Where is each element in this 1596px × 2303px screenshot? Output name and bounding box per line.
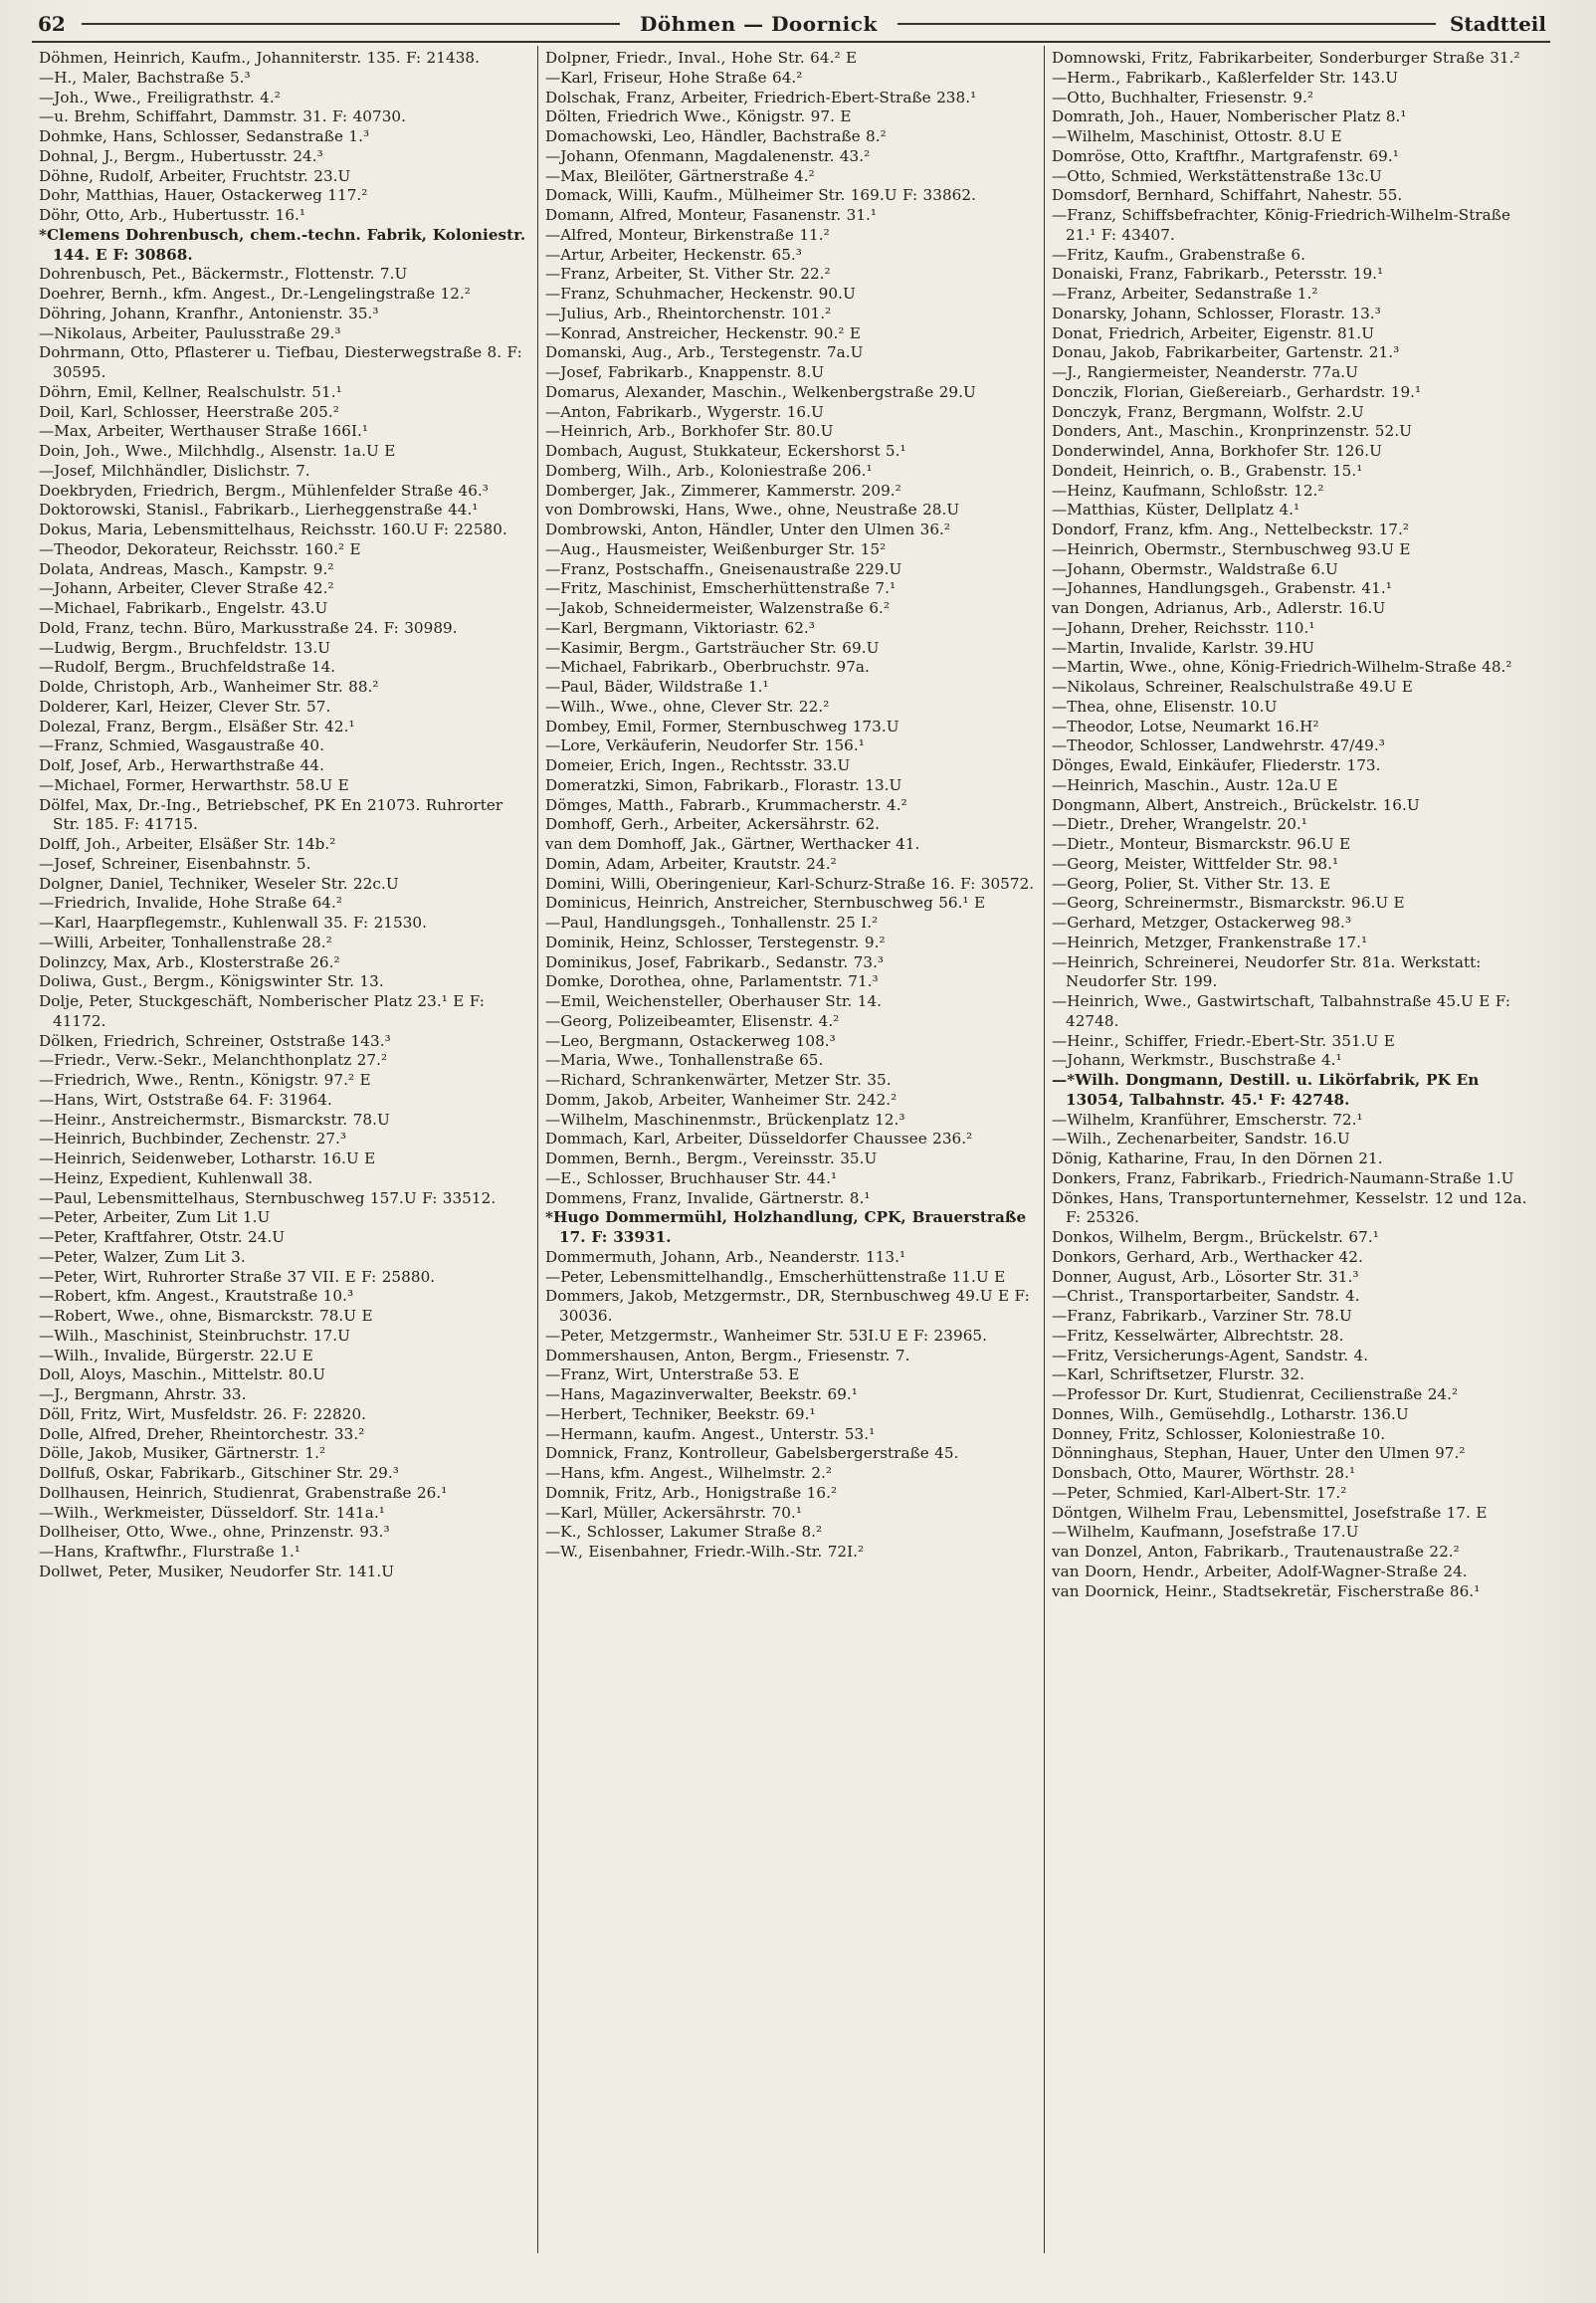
directory-entry: —Karl, Bergmann, Viktoriastr. 62.³ — [545, 618, 815, 637]
directory-entry: Dölfel, Max, Dr.-Ing., Betriebschef, PK En 21073. Ruhrorter Str. 185. F: 41715. — [39, 795, 503, 834]
directory-entry: Dold, Franz, techn. Büro, Markusstraße 24. F: 30989. — [39, 618, 458, 637]
directory-entry: —Peter, Lebensmittelhandlg., Emscherhüttenstraße 11.U E — [545, 1267, 1006, 1286]
directory-entry: Dolff, Joh., Arbeiter, Elsäßer Str. 14b.² — [39, 835, 336, 853]
directory-entry: —Heinr., Schiffer, Friedr.-Ebert-Str. 351.U E — [1052, 1031, 1395, 1050]
directory-entry: Dolde, Christoph, Arb., Wanheimer Str. 88.² — [39, 678, 379, 696]
directory-entry: Döhring, Johann, Kranfhr., Antonienstr. 35.³ — [39, 304, 379, 322]
directory-entry: —Josef, Schreiner, Eisenbahnstr. 5. — [39, 854, 311, 873]
directory-entry: —J., Bergmann, Ahrstr. 33. — [39, 1385, 247, 1403]
directory-entry: *Clemens Dohrenbusch, chem.-techn. Fabrik, Koloniestr. 144. E F: 30868. — [39, 225, 526, 264]
directory-entry: —Wilh., Werkmeister, Düsseldorf. Str. 141a.¹ — [39, 1503, 385, 1522]
directory-entry: Domachowski, Leo, Händler, Bachstraße 8.² — [545, 127, 887, 145]
directory-entry: —Fritz, Versicherungs-Agent, Sandstr. 4. — [1052, 1346, 1369, 1364]
directory-entry: Donczik, Florian, Gießereiarb., Gerhardstr. 19.¹ — [1052, 382, 1422, 401]
directory-entry: Domke, Dorothea, ohne, Parlamentstr. 71.³ — [545, 972, 879, 991]
directory-entry: Dondorf, Franz, kfm. Ang., Nettelbeckstr. 17.² — [1052, 521, 1410, 538]
directory-entry: Dommach, Karl, Arbeiter, Düsseldorfer Chaussee 236.² — [545, 1130, 973, 1149]
directory-entry: —Johann, Ofenmann, Magdalenenstr. 43.² — [545, 146, 871, 165]
column-1 — [32, 46, 537, 2253]
directory-entry: Donkers, Franz, Fabrikarb., Friedrich-Naumann-Straße 1.U — [1052, 1168, 1514, 1187]
directory-entry: —Heinrich, Obermstr., Sternbuschweg 93.U E — [1052, 539, 1411, 558]
directory-entry: Doin, Joh., Wwe., Milchhdlg., Alsenstr. 1a.U E — [39, 442, 396, 460]
directory-entry: Dominikus, Josef, Fabrikarb., Sedanstr. 73.³ — [545, 952, 885, 971]
directory-entry: Dombach, August, Stukkateur, Eckershorst 5.¹ — [545, 442, 906, 460]
directory-entry: —Emil, Weichensteller, Oberhauser Str. 14. — [545, 992, 883, 1010]
directory-entry: Domrath, Joh., Hauer, Nomberischer Platz 8.¹ — [1052, 107, 1407, 126]
directory-entry: Dönkes, Hans, Transportunternehmer, Kesselstr. 12 und 12a. F: 25326. — [1052, 1188, 1527, 1227]
directory-entry: —Fritz, Kesselwärter, Albrechtstr. 28. — [1052, 1326, 1344, 1345]
directory-entry: —Michael, Fabrikarb., Engelstr. 43.U — [39, 599, 328, 617]
directory-entry: —Hans, Wirt, Oststraße 64. F: 31964. — [39, 1090, 332, 1109]
directory-entry: —Konrad, Anstreicher, Heckenstr. 90.² E — [545, 323, 861, 342]
directory-entry: van Doornick, Heinr., Stadtsekretär, Fischerstraße 86.¹ — [1052, 1581, 1481, 1600]
directory-entry: —Theodor, Lotse, Neumarkt 16.H² — [1052, 717, 1319, 735]
directory-entry: —Nikolaus, Schreiner, Realschulstraße 49.U E — [1052, 678, 1413, 696]
directory-entry: Dohr, Matthias, Hauer, Ostackerweg 117.² — [39, 186, 368, 205]
directory-entry: —Peter, Metzgermstr., Wanheimer Str. 53I.U E F: 23965. — [545, 1326, 987, 1345]
directory-entry: —Wilh., Maschinist, Steinbruchstr. 17.U — [39, 1326, 350, 1345]
directory-entry: —Georg, Meister, Wittfelder Str. 98.¹ — [1052, 854, 1339, 873]
directory-entry: —Matthias, Küster, Dellplatz 4.¹ — [1052, 501, 1300, 520]
directory-entry: Doktorowski, Stanisl., Fabrikarb., Lierheggenstraße 44.¹ — [39, 501, 479, 520]
directory-entry: —Hermann, kaufm. Angest., Unterstr. 53.¹ — [545, 1424, 876, 1443]
directory-entry: Donderwindel, Anna, Borkhofer Str. 126.U — [1052, 442, 1382, 460]
directory-entry: Döhne, Rudolf, Arbeiter, Fruchtstr. 23.U — [39, 166, 351, 185]
directory-entry: Donner, August, Arb., Lösorter Str. 31.³ — [1052, 1267, 1359, 1286]
directory-entry: Dominicus, Heinrich, Anstreicher, Sternbuschweg 56.¹ E — [545, 894, 986, 913]
directory-entry: Dollwet, Peter, Musiker, Neudorfer Str. 141.U — [39, 1562, 395, 1580]
directory-entry: Donnes, Wilh., Gemüsehdlg., Lotharstr. 136.U — [1052, 1404, 1409, 1423]
directory-entry: Dominik, Heinz, Schlosser, Terstegenstr. 9.² — [545, 933, 886, 951]
directory-entry: —Herbert, Techniker, Beekstr. 69.¹ — [545, 1404, 816, 1423]
directory-entry: —Franz, Wirt, Unterstraße 53. E — [545, 1365, 800, 1384]
directory-entry: —Paul, Lebensmittelhaus, Sternbuschweg 157.U F: 33512. — [39, 1188, 497, 1207]
directory-entry: Domsdorf, Bernhard, Schiffahrt, Nahestr. 55. — [1052, 186, 1403, 205]
directory-entry: —Alfred, Monteur, Birkenstraße 11.² — [545, 225, 830, 244]
directory-entry: —Wilhelm, Kaufmann, Josefstraße 17.U — [1052, 1523, 1359, 1542]
directory-entry: —Josef, Milchhändler, Dislichstr. 7. — [39, 461, 310, 480]
directory-entry: —Julius, Arb., Rheintorchenstr. 101.² — [545, 304, 832, 322]
directory-entry: —Heinr., Anstreichermstr., Bismarckstr. 78.U — [39, 1110, 390, 1129]
page-header — [32, 12, 1550, 43]
directory-entry: —Martin, Invalide, Karlstr. 39.HU — [1052, 638, 1314, 657]
directory-entry: —Joh., Wwe., Freiligrathstr. 4.² — [39, 88, 281, 106]
directory-entry: —Wilhelm, Maschinenmstr., Brückenplatz 12.³ — [545, 1110, 905, 1129]
directory-entry: —Johann, Werkmstr., Buschstraße 4.¹ — [1052, 1051, 1342, 1070]
directory-entry: Doekbryden, Friedrich, Bergm., Mühlenfelder Straße 46.³ — [39, 481, 489, 500]
directory-entry: —Gerhard, Metzger, Ostackerweg 98.³ — [1052, 914, 1352, 932]
directory-entry: Domack, Willi, Kaufm., Mülheimer Str. 169.U F: 33862. — [545, 186, 976, 205]
page-title: Döhmen — Doornick — [640, 12, 878, 36]
directory-entry: —Friedr., Verw.-Sekr., Melanchthonplatz 27.² — [39, 1051, 388, 1070]
directory-entry: —Fritz, Maschinist, Emscherhüttenstraße 7.¹ — [545, 579, 897, 598]
directory-entry: Donkos, Wilhelm, Bergm., Brückelstr. 67.¹ — [1052, 1228, 1379, 1246]
directory-entry: —Hans, Magazinverwalter, Beekstr. 69.¹ — [545, 1385, 858, 1403]
directory-entry: Dokus, Maria, Lebensmittelhaus, Reichsstr. 160.U F: 22580. — [39, 521, 507, 538]
directory-entry: Donaiski, Franz, Fabrikarb., Petersstr. 19.¹ — [1052, 265, 1384, 284]
directory-entry: —Robert, kfm. Angest., Krautstraße 10.³ — [39, 1287, 354, 1306]
directory-entry: Domeier, Erich, Ingen., Rechtsstr. 33.U — [545, 756, 851, 774]
directory-entry: Dongmann, Albert, Anstreich., Brückelstr. 16.U — [1052, 795, 1420, 814]
directory-entry: —Dietr., Monteur, Bismarckstr. 96.U E — [1052, 835, 1351, 853]
directory-entry: Dolschak, Franz, Arbeiter, Friedrich-Ebert-Straße 238.¹ — [545, 88, 977, 106]
column-2 — [537, 46, 1044, 2253]
directory-entry: Doil, Karl, Schlosser, Heerstraße 205.² — [39, 402, 339, 421]
directory-entry: —Max, Arbeiter, Werthauser Straße 166I.¹ — [39, 422, 369, 441]
directory-entry: Döhmen, Heinrich, Kaufm., Johanniterstr. 135. F: 21438. — [39, 49, 481, 67]
directory-entry: —Lore, Verkäuferin, Neudorfer Str. 156.¹ — [545, 736, 865, 755]
directory-entry: —Kasimir, Bergm., Gartsträucher Str. 69.U — [545, 638, 880, 657]
directory-entry: —K., Schlosser, Lakumer Straße 8.² — [545, 1523, 823, 1542]
directory-entry: —Friedrich, Wwe., Rentn., Königstr. 97.² E — [39, 1071, 371, 1089]
directory-entry: Doll, Aloys, Maschin., Mittelstr. 80.U — [39, 1365, 325, 1384]
directory-entry: —Franz, Arbeiter, St. Vither Str. 22.² — [545, 265, 831, 284]
directory-entry: —Theodor, Schlosser, Landwehrstr. 47/49.³ — [1052, 736, 1385, 755]
directory-entry: —Wilh., Zechenarbeiter, Sandstr. 16.U — [1052, 1130, 1350, 1149]
directory-entry: —u. Brehm, Schiffahrt, Dammstr. 31. F: 40730. — [39, 107, 407, 126]
directory-entry: —Paul, Bäder, Wildstraße 1.¹ — [545, 678, 769, 696]
directory-entry: —Dietr., Dreher, Wrangelstr. 20.¹ — [1052, 815, 1307, 834]
directory-entry: Donney, Fritz, Schlosser, Koloniestraße 10. — [1052, 1424, 1386, 1443]
directory-entry: —Franz, Schiffsbefrachter, König-Friedrich-Wilhelm-Straße 21.¹ F: 43407. — [1052, 206, 1510, 244]
directory-entry: Dolle, Alfred, Dreher, Rheintorchestr. 33.² — [39, 1424, 365, 1443]
directory-entry: —Wilhelm, Maschinist, Ottostr. 8.U E — [1052, 127, 1342, 145]
directory-entry: Dolderer, Karl, Heizer, Clever Str. 57. — [39, 697, 331, 716]
directory-entry: —Max, Bleilöter, Gärtnerstraße 4.² — [545, 166, 815, 185]
directory-entry: —W., Eisenbahner, Friedr.-Wilh.-Str. 72I.² — [545, 1543, 865, 1561]
directory-entry: —Theodor, Dekorateur, Reichsstr. 160.² E — [39, 539, 361, 558]
directory-entry: Dommen, Bernh., Bergm., Vereinsstr. 35.U — [545, 1150, 878, 1167]
directory-entry: —Johann, Dreher, Reichsstr. 110.¹ — [1052, 618, 1315, 637]
directory-entry: —Franz, Fabrikarb., Varziner Str. 78.U — [1052, 1307, 1352, 1325]
directory-entry: Domberger, Jak., Zimmerer, Kammerstr. 209.² — [545, 481, 901, 500]
directory-entry: —Georg, Polizeibeamter, Elisenstr. 4.² — [545, 1011, 840, 1030]
directory-entry: Dohmke, Hans, Schlosser, Sedanstraße 1.³ — [39, 127, 370, 145]
directory-entry: —Wilh., Invalide, Bürgerstr. 22.U E — [39, 1346, 313, 1364]
directory-entry: —Franz, Arbeiter, Sedanstraße 1.² — [1052, 285, 1318, 303]
directory-entry: Domann, Alfred, Monteur, Fasanenstr. 31.¹ — [545, 206, 878, 224]
directory-entry: —Rudolf, Bergm., Bruchfeldstraße 14. — [39, 658, 336, 677]
directory-entry: —Aug., Hausmeister, Weißenburger Str. 15² — [545, 539, 887, 558]
directory-entry: —J., Rangiermeister, Neanderstr. 77a.U — [1052, 363, 1359, 381]
directory-entry: —Johann, Obermstr., Waldstraße 6.U — [1052, 559, 1338, 578]
directory-entry: Domanski, Aug., Arb., Terstegenstr. 7a.U — [545, 343, 864, 362]
directory-entry: van Donzel, Anton, Fabrikarb., Trautenaustraße 22.² — [1052, 1543, 1460, 1561]
directory-entry: —Heinz, Expedient, Kuhlenwall 38. — [39, 1168, 313, 1187]
directory-entry: —Artur, Arbeiter, Heckenstr. 65.³ — [545, 245, 802, 264]
directory-entry: —Heinrich, Seidenweber, Lotharstr. 16.U E — [39, 1150, 376, 1167]
directory-entry: Domini, Willi, Oberingenieur, Karl-Schurz-Straße 16. F: 30572. — [545, 874, 1035, 893]
directory-entry: —Otto, Schmied, Werkstättenstraße 13c.U — [1052, 166, 1382, 185]
directory-entry: —Georg, Polier, St. Vither Str. 13. E — [1052, 874, 1331, 893]
directory-entry: Dölten, Friedrich Wwe., Königstr. 97. E — [545, 107, 852, 126]
directory-entry: Domnowski, Fritz, Fabrikarbeiter, Sonderburger Straße 31.² — [1052, 49, 1520, 67]
header-rule-right — [898, 23, 1436, 25]
columns-container — [32, 46, 1550, 2253]
directory-entry: —Friedrich, Invalide, Hohe Straße 64.² — [39, 894, 343, 913]
directory-entry: —Franz, Postschaffn., Gneisenaustraße 229.U — [545, 559, 902, 578]
directory-entry: —Heinrich, Schreinerei, Neudorfer Str. 81a. Werkstatt: Neudorfer Str. 199. — [1052, 952, 1482, 991]
directory-entry: —Heinrich, Maschin., Austr. 12a.U E — [1052, 775, 1338, 794]
directory-entry: Dommers, Jakob, Metzgermstr., DR, Sternbuschweg 49.U E F: 30036. — [545, 1287, 1030, 1325]
directory-entry: Dombrowski, Anton, Händler, Unter den Ulmen 36.² — [545, 521, 951, 538]
directory-entry: Dolgner, Daniel, Techniker, Weseler Str. 22c.U — [39, 874, 399, 893]
directory-entry: —Johannes, Handlungsgeh., Grabenstr. 41.¹ — [1052, 579, 1392, 598]
directory-entry: —Franz, Schuhmacher, Heckenstr. 90.U — [545, 285, 856, 303]
directory-entry: Domarus, Alexander, Maschin., Welkenbergstraße 29.U — [545, 382, 976, 401]
directory-entry: —Anton, Fabrikarb., Wygerstr. 16.U — [545, 402, 824, 421]
directory-entry: Döll, Fritz, Wirt, Musfeldstr. 26. F: 22820. — [39, 1404, 367, 1423]
directory-entry: —Thea, ohne, Elisenstr. 10.U — [1052, 697, 1278, 716]
directory-entry: —Heinrich, Wwe., Gastwirtschaft, Talbahnstraße 45.U E F: 42748. — [1052, 992, 1511, 1030]
directory-entry: Domberg, Wilh., Arb., Koloniestraße 206.¹ — [545, 461, 873, 480]
directory-entry: —Karl, Friseur, Hohe Straße 64.² — [545, 68, 803, 87]
directory-entry: —Peter, Walzer, Zum Lit 3. — [39, 1247, 246, 1266]
directory-entry: Dollhausen, Heinrich, Studienrat, Grabenstraße 26.¹ — [39, 1483, 448, 1502]
directory-entry: —*Wilh. Dongmann, Destill. u. Likörfabrik, PK En 13054, Talbahnstr. 45.¹ F: 42748. — [1052, 1071, 1480, 1109]
directory-entry: Dolpner, Friedr., Inval., Hohe Str. 64.² E — [545, 49, 858, 67]
directory-entry: van Dongen, Adrianus, Arb., Adlerstr. 16.U — [1052, 599, 1386, 617]
directory-entry: —Peter, Arbeiter, Zum Lit 1.U — [39, 1208, 271, 1227]
directory-entry: Döntgen, Wilhelm Frau, Lebensmittel, Josefstraße 17. E — [1052, 1503, 1488, 1522]
directory-entry: Domhoff, Gerh., Arbeiter, Ackersährstr. 62. — [545, 815, 881, 834]
directory-entry: Dombey, Emil, Former, Sternbuschweg 173.U — [545, 717, 899, 735]
directory-entry: Dölle, Jakob, Musiker, Gärtnerstr. 1.² — [39, 1444, 326, 1463]
directory-entry: —Hans, kfm. Angest., Wilhelmstr. 2.² — [545, 1464, 833, 1482]
directory-entry: —Georg, Schreinermstr., Bismarckstr. 96.U E — [1052, 894, 1405, 913]
directory-entry: —Leo, Bergmann, Ostackerweg 108.³ — [545, 1031, 836, 1050]
directory-entry: —Wilhelm, Kranführer, Emscherstr. 72.¹ — [1052, 1110, 1363, 1129]
directory-entry: —Heinrich, Metzger, Frankenstraße 17.¹ — [1052, 933, 1368, 951]
directory-entry: Dönig, Katharine, Frau, In den Dörnen 21. — [1052, 1150, 1383, 1167]
directory-entry: Dollfuß, Oskar, Fabrikarb., Gitschiner Str. 29.³ — [39, 1464, 399, 1482]
directory-entry: Döhrn, Emil, Kellner, Realschulstr. 51.¹ — [39, 382, 342, 401]
directory-entry: Dollheiser, Otto, Wwe., ohne, Prinzenstr. 93.³ — [39, 1523, 390, 1542]
directory-entry: Donsbach, Otto, Maurer, Wörthstr. 28.¹ — [1052, 1464, 1356, 1482]
directory-entry: —Robert, Wwe., ohne, Bismarckstr. 78.U E — [39, 1307, 373, 1325]
directory-entry: Dönges, Ewald, Einkäufer, Fliederstr. 173. — [1052, 756, 1381, 774]
directory-entry: —Heinrich, Buchbinder, Zechenstr. 27.³ — [39, 1130, 347, 1149]
directory-entry: Dolata, Andreas, Masch., Kampstr. 9.² — [39, 559, 334, 578]
directory-entry: Döhr, Otto, Arb., Hubertusstr. 16.¹ — [39, 206, 306, 224]
directory-entry: Donau, Jakob, Fabrikarbeiter, Gartenstr. 21.³ — [1052, 343, 1400, 362]
directory-entry: —Michael, Fabrikarb., Oberbruchstr. 97a. — [545, 658, 870, 677]
directory-entry: —Heinrich, Arb., Borkhofer Str. 80.U — [545, 422, 834, 441]
directory-entry: —E., Schlosser, Bruchhauser Str. 44.¹ — [545, 1168, 838, 1187]
directory-entry: Dölken, Friedrich, Schreiner, Oststraße 143.³ — [39, 1031, 391, 1050]
directory-entry: —Fritz, Kaufm., Grabenstraße 6. — [1052, 245, 1305, 264]
directory-entry: Donarsky, Johann, Schlosser, Florastr. 13.³ — [1052, 304, 1381, 322]
directory-entry: Dommershausen, Anton, Bergm., Friesenstr. 7. — [545, 1346, 910, 1364]
page-number: 62 — [38, 12, 66, 36]
header-rule-left — [82, 23, 620, 25]
directory-entry: Dondeit, Heinrich, o. B., Grabenstr. 15.¹ — [1052, 461, 1363, 480]
directory-entry: Dohrenbusch, Pet., Bäckermstr., Flottenstr. 7.U — [39, 265, 408, 284]
directory-entry: Domm, Jakob, Arbeiter, Wanheimer Str. 242.² — [545, 1090, 898, 1109]
directory-entry: —Michael, Former, Herwarthstr. 58.U E — [39, 775, 349, 794]
directory-entry: —Christ., Transportarbeiter, Sandstr. 4. — [1052, 1287, 1360, 1306]
directory-entry: *Hugo Dommermühl, Holzhandlung, CPK, Brauerstraße 17. F: 33931. — [545, 1208, 1027, 1246]
directory-entry: —Peter, Wirt, Ruhrorter Straße 37 VII. E F: 25880. — [39, 1267, 436, 1286]
directory-entry: Dömges, Matth., Fabrarb., Krummacherstr. 4.² — [545, 795, 907, 814]
directory-entry: —Nikolaus, Arbeiter, Paulusstraße 29.³ — [39, 323, 341, 342]
directory-entry: —Paul, Handlungsgeh., Tonhallenstr. 25 I.² — [545, 914, 879, 932]
directory-entry: Donczyk, Franz, Bergmann, Wolfstr. 2.U — [1052, 402, 1364, 421]
directory-entry: —Richard, Schrankenwärter, Metzer Str. 35. — [545, 1071, 892, 1089]
directory-entry: Domeratzki, Simon, Fabrikarb., Florastr. 13.U — [545, 775, 902, 794]
directory-entry: Dolinzcy, Max, Arb., Klosterstraße 26.² — [39, 952, 340, 971]
directory-entry: —Peter, Kraftfahrer, Otstr. 24.U — [39, 1228, 286, 1246]
directory-entry: Dolezal, Franz, Bergm., Elsäßer Str. 42.¹ — [39, 717, 355, 735]
directory-entry: —Karl, Müller, Ackersährstr. 70.¹ — [545, 1503, 802, 1522]
directory-entry: Dommermuth, Johann, Arb., Neanderstr. 113.¹ — [545, 1247, 906, 1266]
directory-entry: —Martin, Wwe., ohne, König-Friedrich-Wilhelm-Straße 48.² — [1052, 658, 1512, 677]
directory-entry: —Herm., Fabrikarb., Kaßlerfelder Str. 143.U — [1052, 68, 1399, 87]
directory-entry: Doliwa, Gust., Bergm., Königswinter Str. 13. — [39, 972, 384, 991]
directory-entry: Donat, Friedrich, Arbeiter, Eigenstr. 81.U — [1052, 323, 1375, 342]
directory-entry: Domnik, Fritz, Arb., Honigstraße 16.² — [545, 1483, 838, 1502]
directory-entry: —Wilh., Wwe., ohne, Clever Str. 22.² — [545, 697, 830, 716]
directory-entry: —Otto, Buchhalter, Friesenstr. 9.² — [1052, 88, 1314, 106]
directory-entry: —Karl, Schriftsetzer, Flurstr. 32. — [1052, 1365, 1304, 1384]
directory-entry: —Willi, Arbeiter, Tonhallenstraße 28.² — [39, 933, 332, 951]
column-3 — [1044, 46, 1550, 2253]
directory-entry: Domröse, Otto, Kraftfhr., Martgrafenstr. 69.¹ — [1052, 146, 1399, 165]
directory-entry: Donders, Ant., Maschin., Kronprinzenstr. 52.U — [1052, 422, 1412, 441]
directory-entry: Dolf, Josef, Arb., Herwarthstraße 44. — [39, 756, 324, 774]
directory-entry: —Maria, Wwe., Tonhallenstraße 65. — [545, 1051, 824, 1070]
directory-entry: Dohrmann, Otto, Pflasterer u. Tiefbau, Diesterwegstraße 8. F: 30595. — [39, 343, 522, 381]
directory-entry: —Josef, Fabrikarb., Knappenstr. 8.U — [545, 363, 825, 381]
directory-entry: Dohnal, J., Bergm., Hubertusstr. 24.³ — [39, 146, 323, 165]
directory-entry: Domin, Adam, Arbeiter, Krautstr. 24.² — [545, 854, 837, 873]
directory-entry: —Hans, Kraftwfhr., Flurstraße 1.¹ — [39, 1543, 300, 1561]
directory-entry: Doehrer, Bernh., kfm. Angest., Dr.-Lengelingstraße 12.² — [39, 285, 471, 303]
directory-entry: —Professor Dr. Kurt, Studienrat, Cecilienstraße 24.² — [1052, 1385, 1459, 1403]
directory-entry: von Dombrowski, Hans, Wwe., ohne, Neustraße 28.U — [545, 501, 960, 520]
directory-entry: —H., Maler, Bachstraße 5.³ — [39, 68, 251, 87]
directory-entry: —Jakob, Schneidermeister, Walzenstraße 6.² — [545, 599, 891, 617]
directory-entry: Dolje, Peter, Stuckgeschäft, Nomberischer Platz 23.¹ E F: 41172. — [39, 992, 485, 1030]
directory-entry: —Karl, Haarpflegemstr., Kuhlenwall 35. F: 21530. — [39, 914, 428, 932]
directory-entry: Dönninghaus, Stephan, Hauer, Unter den Ulmen 97.² — [1052, 1444, 1466, 1463]
directory-entry: Dommens, Franz, Invalide, Gärtnerstr. 8.¹ — [545, 1188, 871, 1207]
directory-entry: —Franz, Schmied, Wasgaustraße 40. — [39, 736, 324, 755]
directory-entry: van Doorn, Hendr., Arbeiter, Adolf-Wagner-Straße 24. — [1052, 1562, 1468, 1580]
directory-entry: —Peter, Schmied, Karl-Albert-Str. 17.² — [1052, 1483, 1347, 1502]
directory-entry: —Ludwig, Bergm., Bruchfeldstr. 13.U — [39, 638, 331, 657]
directory-entry: Donkors, Gerhard, Arb., Werthacker 42. — [1052, 1247, 1363, 1266]
directory-entry: —Johann, Arbeiter, Clever Straße 42.² — [39, 579, 334, 598]
directory-entry: van dem Domhoff, Jak., Gärtner, Werthacker 41. — [545, 835, 920, 853]
directory-entry: —Heinz, Kaufmann, Schloßstr. 12.² — [1052, 481, 1324, 500]
header-right-label: Stadtteil — [1449, 12, 1546, 36]
directory-entry: Domnick, Franz, Kontrolleur, Gabelsbergerstraße 45. — [545, 1444, 959, 1463]
